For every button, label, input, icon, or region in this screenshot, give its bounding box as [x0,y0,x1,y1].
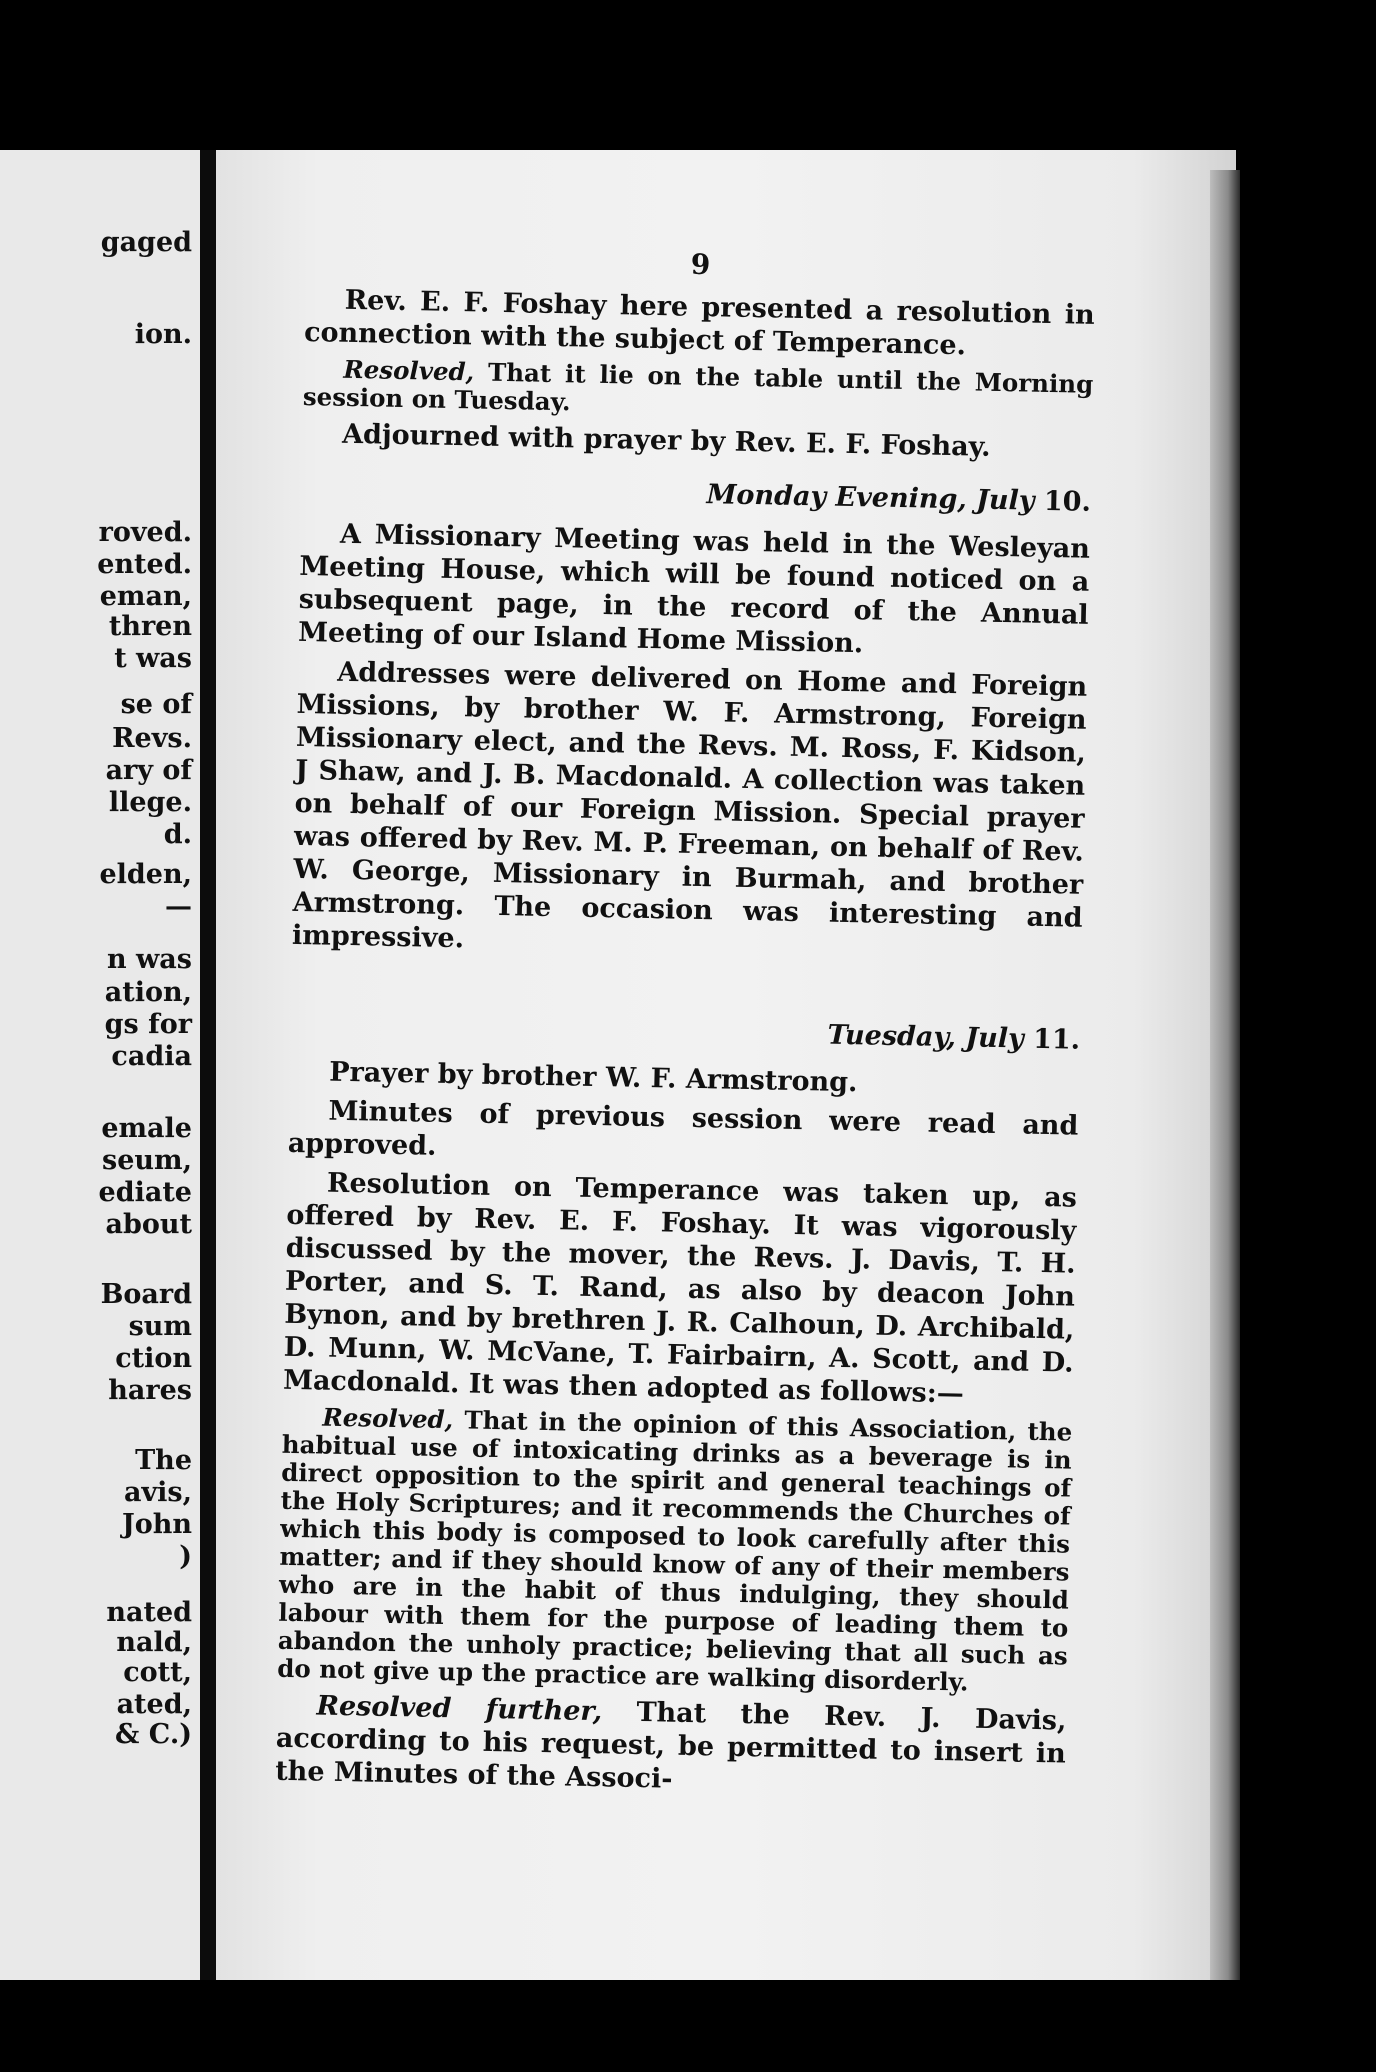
left-page-fragment: avis, [123,1477,192,1508]
left-page-fragment: se of [120,689,192,720]
book-gutter [200,150,216,1980]
page-number: 9 [690,247,711,282]
left-page-fragment: sum [128,1311,192,1342]
left-page-fragment: The [135,1445,192,1476]
left-page-fragment: Revs. [112,723,192,754]
left-page-fragment: llege. [108,787,192,818]
left-page-fragment: ediate [98,1177,192,1208]
left-page-fragment: thren [108,611,192,642]
resolved-lead: Resolved, [322,1402,454,1435]
resolved-text: That it lie on the table until the Morning session on Tuesday. [302,357,1094,417]
dateline-text: Monday Evening, July [706,479,1035,517]
left-page-fragment: elden, [99,859,192,890]
paragraph-missionary-meeting: A Missionary Meeting was held in the Wesleyan Meeting House, which will be found noticed on a subsequent page, in the record of the Annual Meeting of our Island Home Mission. [297,518,1091,660]
left-page-fragment: about [105,1209,192,1240]
left-page-fragment: & C.) [115,1719,192,1750]
left-page-fragment: nated [106,1597,192,1628]
left-page-fragment: cott, [123,1657,192,1688]
paragraph-temperance-presented: Rev. E. F. Foshay here presented a resolution in connection with the subject of Temperance. [303,284,1095,362]
left-page-fragment: Board [100,1279,192,1310]
left-page-fragment: emale [101,1113,192,1144]
dateline-tuesday [290,1008,1081,1057]
left-page-fragment: ary of [105,755,192,786]
left-page-fragment: John [121,1509,192,1540]
left-facing-page [0,150,200,1980]
paragraph-prayer: Prayer by brother W. F. Armstrong. [328,1056,858,1099]
page-text-block [275,240,1096,1810]
dateline-text: Tuesday, July [827,1019,1025,1055]
left-page-fragment: — [165,891,192,922]
left-page-fragment: hares [108,1375,192,1406]
resolved-text: That in the opinion of this Association, the habitual use of intoxicating drinks as a beverage is in direct opposition to the spirit and general teachings of the Holy Scriptures; and it recommends the Churches of which this body is composed to look carefully after this matter; and if they should know of any of their members who are in the habit of thus indulging, they should labour with them for the purpose of leading them to abandon the unholy practice; believing that all such as do not give up the practice are walking disorderly. [277,1405,1073,1697]
dateline-day: 11. [1032,1023,1081,1056]
paragraph-temperance-resolution [277,1403,1072,1699]
paragraph-temperance-discussion: Resolution on Temperance was taken up, as offered by Rev. E. F. Foshay. It was vigorously discussed by the mover, the Revs. J. Davis, T. H. Porter, and S. T. Rand, as also by deacon John Bynon, and by brethren J. R. Calhoun, D. Archibald, D. Munn, W. McVane, T. Fairbairn, A. Scott, and D. Macdonald. It was then adopted as follows:— [282,1167,1078,1410]
left-page-fragment: ion. [134,319,192,350]
dateline-monday-evening [301,470,1092,519]
resolved-further-lead: Resolved further, [316,1690,603,1728]
left-page-fragment: cadia [111,1041,192,1072]
left-page-fragment: ented. [97,549,192,580]
left-page-fragment: ) [179,1541,192,1572]
page-edge-shadow [1210,170,1240,1980]
paragraph-minutes: Minutes of previous session were read and approved. [287,1095,1079,1162]
left-page-fragment: t was [114,643,192,674]
resolved-lead: Resolved, [343,354,475,387]
resolved-further-text: That the Rev. J. Davis, according to his request, be permitted to insert in the Minutes of the Associ- [274,1696,1067,1795]
left-page-fragment: gs for [104,1009,192,1040]
dateline-day: 10. [1043,485,1092,518]
left-page-fragment: ated, [116,1689,192,1720]
left-page-fragment: ation, [104,977,192,1008]
paragraph-adjourned: Adjourned with prayer by Rev. E. F. Foshay. [341,418,991,463]
paragraph-resolved-further [275,1689,1067,1804]
left-page-fragment: n was [107,944,192,975]
left-page-fragment: seum, [102,1145,192,1176]
left-page-fragment: d. [163,819,192,850]
paragraph-addresses: Addresses were delivered on Home and Foreign Missions, by brother W. F. Armstrong, Foreign Missionary elect, and the Revs. M. Ross, F. Kidson, J Shaw, and J. B. Macdonald. A collection was taken on behalf of our Foreign Mission. Special prayer was offered by Rev. M. P. Freeman, on behalf of Rev. W. George, Missionary in Burmah, and brother Armstrong. The occasion was interesting and impressive. [291,656,1088,955]
left-page-fragment: roved. [98,517,192,548]
left-page-fragment: gaged [100,227,192,258]
left-page-fragment: nald, [116,1627,192,1658]
left-page-fragment: ction [115,1343,192,1374]
left-page-fragment: eman, [99,581,192,612]
paragraph-resolved-table [303,355,1094,427]
